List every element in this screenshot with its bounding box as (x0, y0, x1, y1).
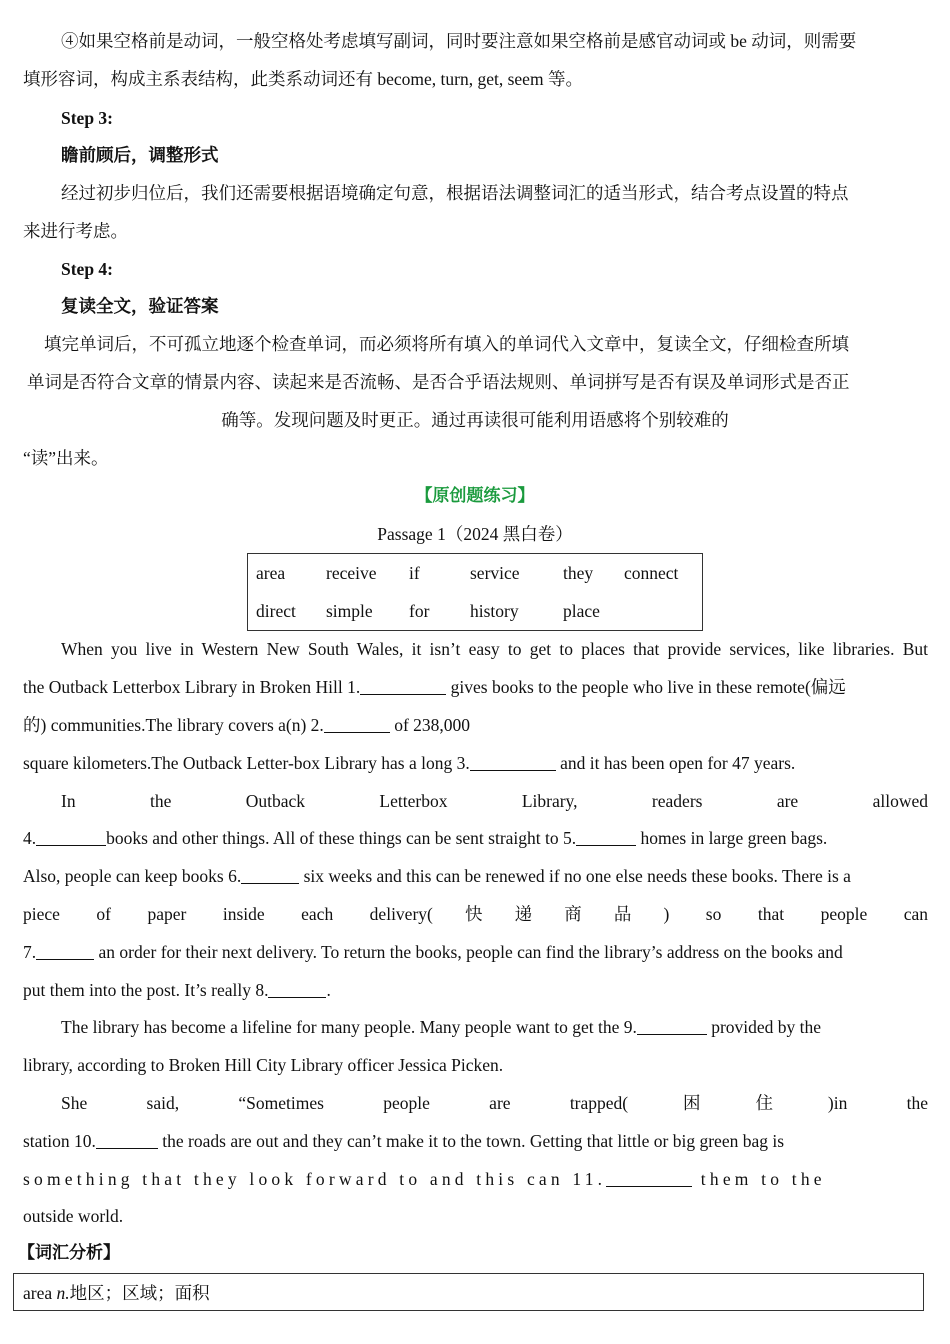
step3-line-2: 来进行考虑。 (23, 221, 128, 241)
answer-blank-7[interactable] (36, 941, 94, 960)
step4-line-1: 填完单词后，不可孤立地逐个检查单词，而必须将所有填入的单词代入文章中，复读全文，仔细检查所填 (44, 334, 849, 354)
word-bank-word: receive (326, 562, 377, 583)
passage-p2-line-2: 4. books and other things. All of these things can be sent straight to 5. homes in large green bags. (23, 828, 828, 848)
answer-blank-8[interactable] (268, 979, 326, 998)
passage-p2-line-1: In the Outback Letterbox Library, readers are allowed (61, 791, 928, 811)
vocab-entry: area n.地区；区域；面积 (23, 1283, 210, 1303)
passage-p4-line-2: station 10. the roads are out and they can’t make it to the town. Getting that little or big green bag is (23, 1131, 785, 1151)
exercise-title: 【原创题练习】 (415, 486, 535, 506)
word-bank-word: simple (326, 600, 373, 621)
passage-p4-line-3: something that they look forward to and this can 11. them to the (23, 1169, 826, 1189)
intro-line-2: 填形容词，构成主系表结构，此类系动词还有 become, turn, get, seem 等。 (23, 69, 583, 89)
step4-line-4: “读”出来。 (23, 448, 109, 468)
answer-blank-11[interactable] (606, 1168, 692, 1187)
intro-line-1: ④如果空格前是动词，一般空格处考虑填写副词，同时要注意如果空格前是感官动词或 be 动词，则需要 (61, 31, 857, 51)
passage-p3-line-1: The library has become a lifeline for many people. Many people want to get the 9. provided by the (61, 1017, 822, 1037)
word-bank-word: they (563, 562, 594, 583)
answer-blank-3[interactable] (470, 752, 556, 771)
step3-line-1: 经过初步归位后，我们还需要根据语境确定句意，根据语法调整词汇的适当形式，结合考点设置的特点 (61, 183, 849, 203)
passage-p4-line-1: She said, “Sometimes people are trapped(困住)in the (61, 1093, 928, 1113)
passage-p3-line-2: library, according to Broken Hill City Library officer Jessica Picken. (23, 1055, 504, 1075)
word-bank-word: history (470, 600, 519, 621)
answer-blank-1[interactable] (360, 676, 446, 695)
step4-line-3: 确等。发现问题及时更正。通过再读很可能利用语感将个别较难的 (221, 410, 729, 430)
step3-heading: 瞻前顾后，调整形式 (61, 145, 219, 165)
passage-p1-line-3: 的) communities.The library covers a(n) 2. of 238,000 (23, 715, 471, 735)
passage-p2-line-6: put them into the post. It’s really 8. . (23, 980, 331, 1000)
word-bank-word: area (256, 562, 286, 583)
step4-heading: 复读全文，验证答案 (61, 296, 219, 316)
word-bank-word: if (409, 562, 420, 583)
word-bank-word: direct (256, 600, 296, 621)
word-bank-word: for (409, 600, 430, 621)
word-bank-row (248, 554, 703, 593)
answer-blank-10[interactable] (96, 1130, 158, 1149)
word-bank-table (247, 553, 703, 631)
passage-p2-line-3: Also, people can keep books 6. six weeks and this can be renewed if no one else needs these books. There is a (23, 866, 851, 886)
word-bank-word: place (563, 600, 600, 621)
passage-p2-line-5: 7. an order for their next delivery. To return the books, people can find the library’s address on the books and (23, 942, 843, 962)
answer-blank-4[interactable] (36, 827, 106, 846)
step4-label: Step 4: (61, 259, 114, 279)
answer-blank-5[interactable] (576, 827, 636, 846)
passage-title: Passage 1（2024 黑白卷） (377, 524, 573, 544)
passage-p4-line-4: outside world. (23, 1206, 124, 1226)
answer-blank-6[interactable] (241, 865, 299, 884)
vocab-entry-box (13, 1273, 924, 1311)
passage-p1-line-4: square kilometers.The Outback Letter-box Library has a long 3. and it has been open for 47 years. (23, 753, 796, 773)
word-bank-word: service (470, 562, 520, 583)
passage-p1-line-2: the Outback Letterbox Library in Broken Hill 1. gives books to the people who live in these remote(偏远 (23, 677, 846, 697)
step3-label: Step 3: (61, 108, 114, 128)
passage-p1-line-1: When you live in Western New South Wales, it isn’t easy to get to places that provide services, like libraries. But (61, 639, 928, 659)
answer-blank-9[interactable] (637, 1016, 707, 1035)
word-bank-word: connect (624, 562, 679, 583)
answer-blank-2[interactable] (324, 714, 390, 733)
word-bank-row (248, 592, 703, 631)
passage-p2-line-4: piece of paper inside each delivery(快递商品) so that people can (23, 904, 928, 924)
word-bank-word (616, 592, 703, 631)
vocab-title: 【词汇分析】 (18, 1243, 120, 1263)
step4-line-2: 单词是否符合文章的情景内容、读起来是否流畅、是否合乎语法规则、单词拼写是否有误及单词形式是否正 (27, 372, 850, 392)
